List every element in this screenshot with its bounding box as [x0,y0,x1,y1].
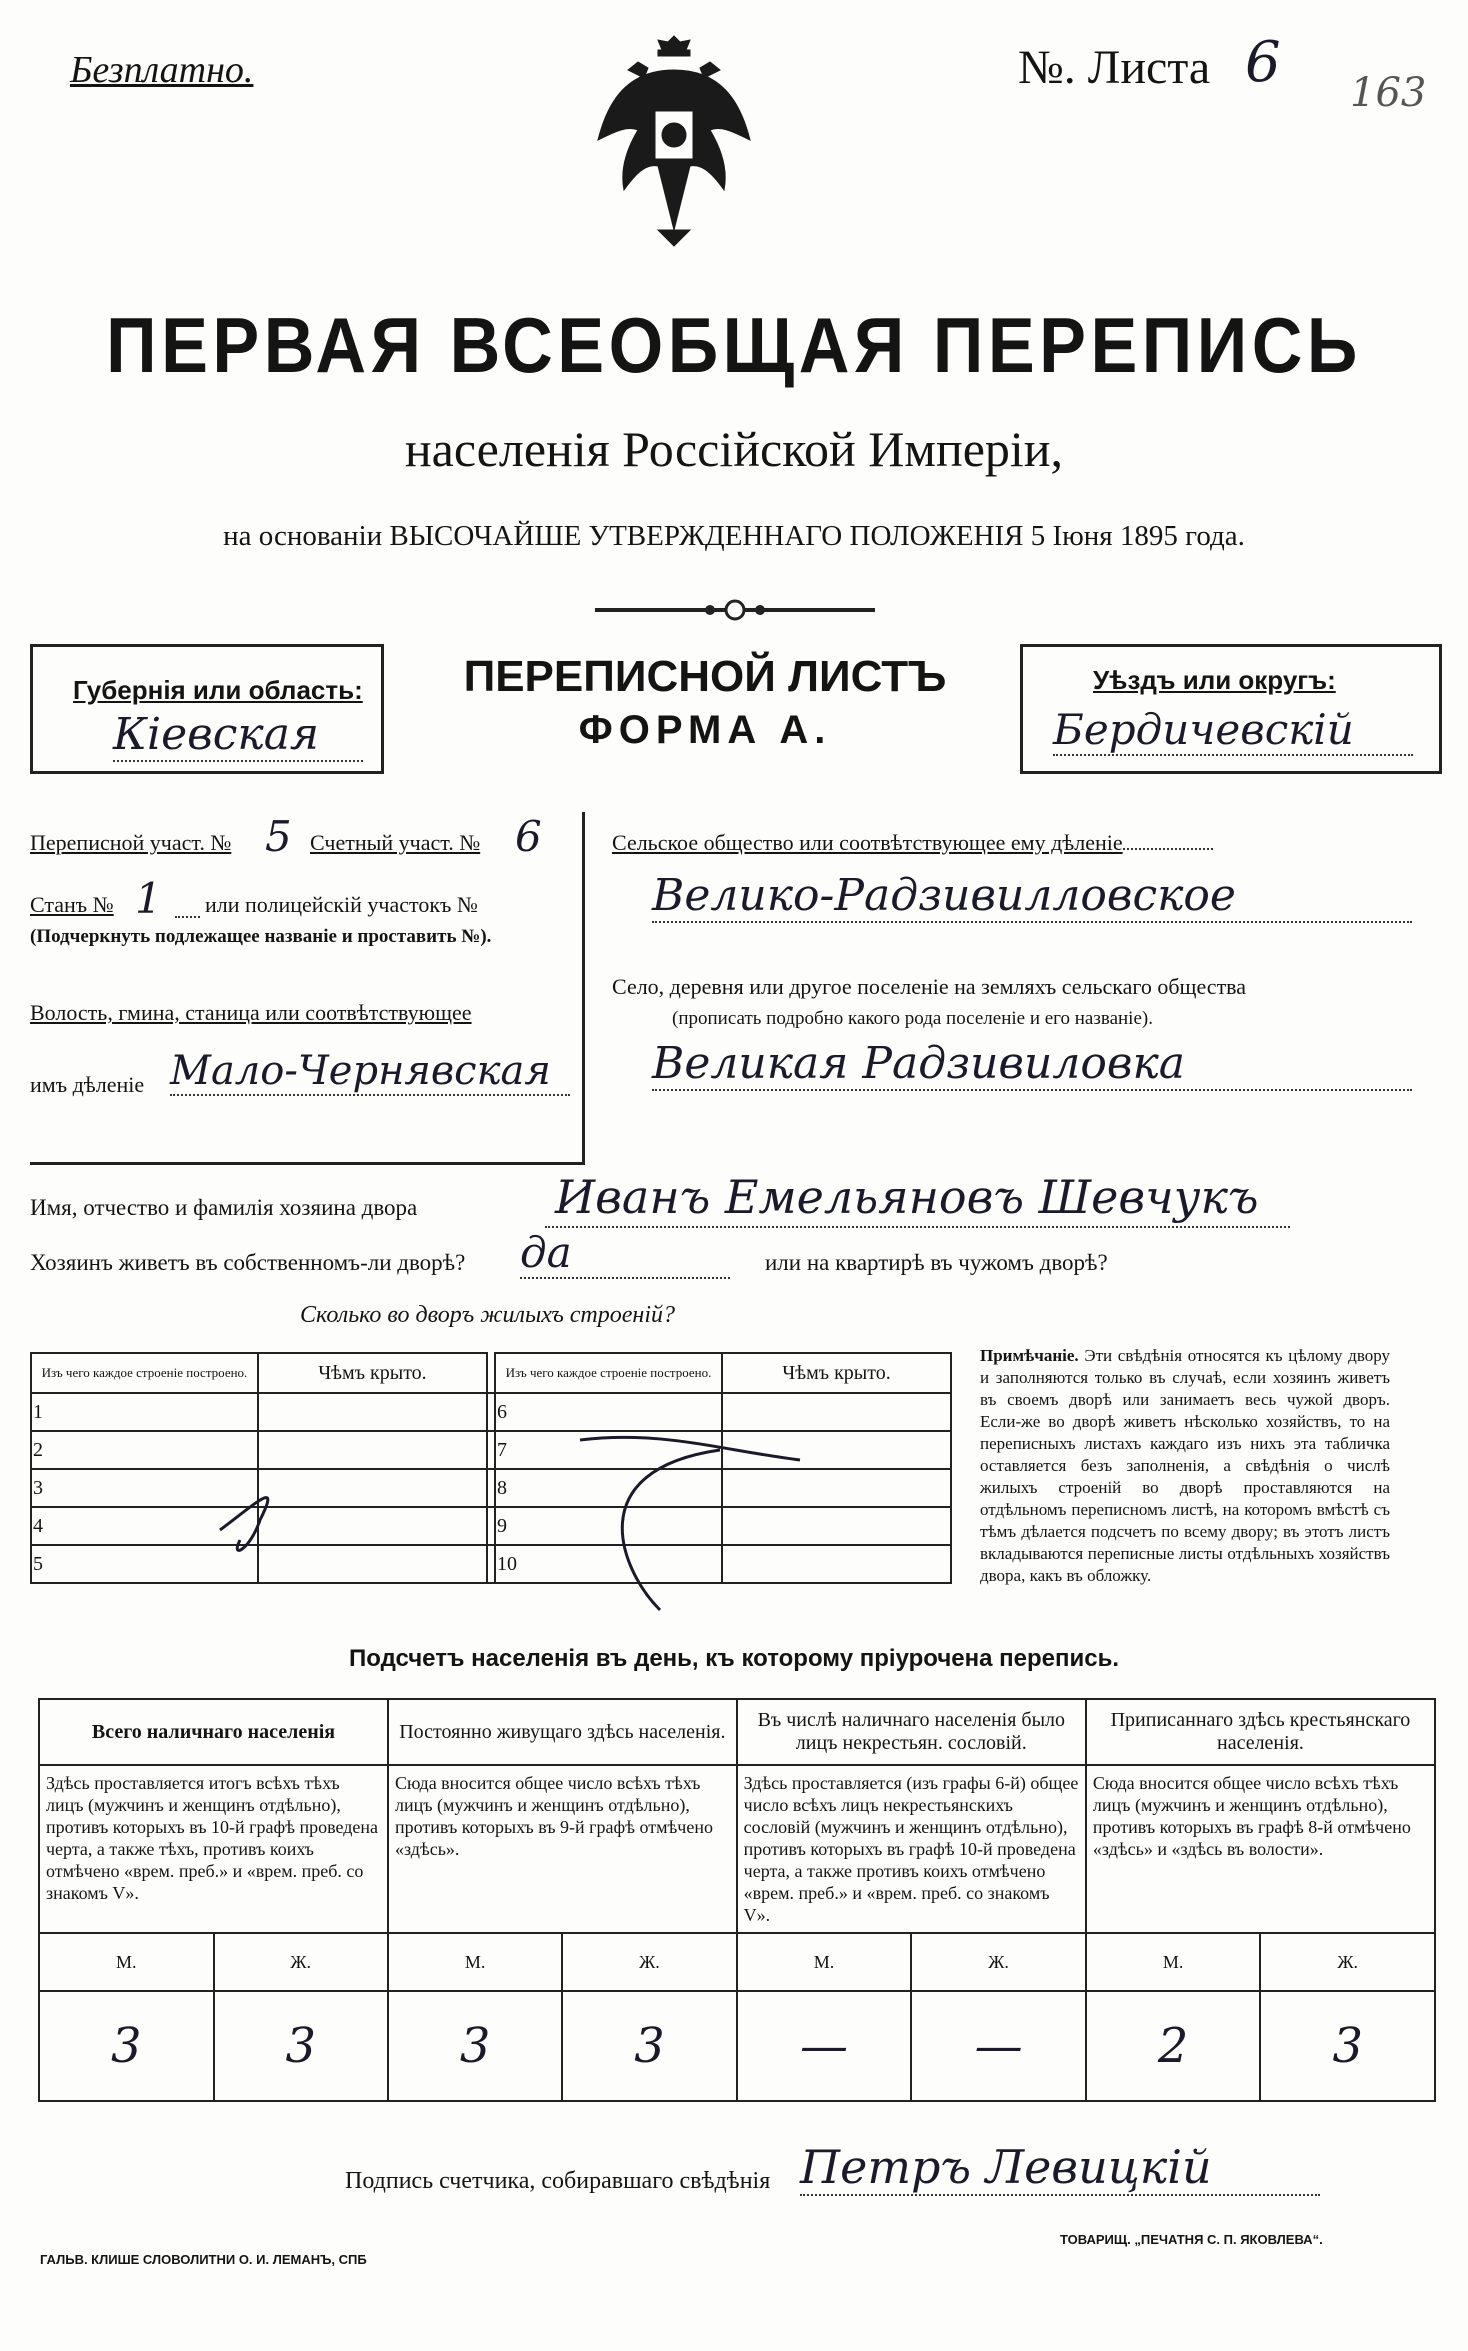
signature-value: Петръ Левицкій [800,2140,1320,2196]
district-value: Бердичевскій [1053,705,1413,756]
note-text: Эти свѣдѣнія относятся къ цѣлому двору и заполняются только въ случаѣ, если хозяинъ живетъ въ своемъ дворѣ или занимаетъ весь чужой дворъ. Если-же во дворѣ живетъ нѣсколько хозяйствъ, то на переписныхъ листахъ каждаго изъ нихъ эта табличка оставляется безъ заполненія, а свѣдѣнія о числѣ жилыхъ строеній во дворѣ проставляются на отдѣльномъ переписномъ листѣ, на которомъ вмѣстѣ съ тѣмъ дѣлается подсчетъ по всему двору; въ этотъ листъ вкладываются переписные листы отдѣльныхъ хозяйствъ двора, какъ въ обложку. [980,1346,1391,1585]
settlement-fields-block [612,812,1442,1162]
count-head-permanent: Постоянно живущаго здѣсь населенія. [388,1699,737,1765]
count-head-non-peasant: Въ числѣ наличнаго населенія было лицъ некрестьян. сословій. [737,1699,1086,1765]
count-non-peasant-men: — [737,1991,912,2101]
society-label-text: Сельское общество или соотвѣтствующее ему дѣленіе [612,830,1123,855]
village-label: Село, деревня или другое поселеніе на земляхъ сельскаго общества [612,974,1247,999]
buildings-divider [487,1353,495,1393]
province-box [30,644,384,774]
count-total-women: 3 [214,1991,389,2101]
volost-value: Мало-Чернявская [170,1048,570,1096]
province-value: Кіевская [113,709,363,762]
note-block [980,1345,1390,1587]
count-head-registered: Приписаннаго здѣсь крестьянскаго населенія. [1086,1699,1435,1765]
buildings-row-number: 10 [495,1545,722,1583]
stan-dots [175,892,200,918]
count-table [38,1698,1436,2102]
count-head-total: Всего наличнаго населенія [39,1699,388,1765]
own-yard-label: Хозяинъ живетъ въ собственномъ-ли дворѣ? [30,1250,466,1275]
count-area-label: Счетный участ. № [310,830,481,855]
buildings-col-material: Изъ чего каждое строеніе построено. [31,1353,258,1393]
form-title: ПЕРЕПИСНОЙ ЛИСТЪ [463,652,947,701]
count-permanent-men: 3 [388,1991,562,2101]
owner-name-label: Имя, отчество и фамилія хозяина двора [30,1195,418,1220]
stan-label: Станъ № [30,892,114,917]
rented-label: или на квартирѣ въ чужомъ дворѣ? [765,1250,1108,1275]
sheet-number-label: №. Листа [1018,41,1211,94]
note-heading: Примѣчаніе. [980,1346,1079,1365]
owner-name-value: Иванъ Емельяновъ Шевчукъ [555,1170,1259,1224]
buildings-row-number: 4 [31,1507,258,1545]
count-m-label: М. [388,1933,562,1991]
free-label: Безплатно. [70,49,254,91]
signature-label: Подпись счетчика, собиравшаго свѣдѣнія [345,2168,771,2194]
count-f-label: Ж. [214,1933,389,1991]
count-desc-total: Здѣсь проставляется итогъ всѣхъ тѣхъ лицъ (мужчинъ и женщинъ отдѣльно), противъ которыхъ въ 10-й графѣ проведена черта, а также тѣхъ, противъ коихъ отмѣчено «врем. преб.» и «врем. преб. со знакомъ V». [39,1765,388,1933]
count-m-label: М. [737,1933,912,1991]
count-f-label: Ж. [1260,1933,1435,1991]
society-value: Велико-Радзивилловское [652,870,1412,923]
subtitle: населенія Россійской Имперіи, [404,421,1064,477]
buildings-row-number: 3 [31,1469,258,1507]
main-title: ПЕРВАЯ ВСЕОБЩАЯ ПЕРЕПИСЬ [106,301,1362,389]
sheet-number-value: 6 [1245,30,1281,95]
count-non-peasant-women: — [911,1991,1086,2101]
census-area-value: 5 [265,812,292,861]
count-total-men: 3 [39,1991,214,2101]
coat-of-arms-icon [588,30,760,250]
own-yard-value: да [520,1228,730,1279]
census-area-label: Переписной участ. № [30,830,232,855]
stan-value: 1 [135,874,162,923]
district-label: Уѣздъ или округъ: [1093,665,1336,695]
empty-table-scribble-icon [200,1420,820,1620]
buildings-col-roof-2: Чѣмъ крыто. [722,1353,951,1393]
ornament-divider-icon [590,598,880,622]
count-desc-permanent: Сюда вносится общее число всѣхъ тѣхъ лицъ (мужчинъ и женщинъ отдѣльно), противъ которыхъ въ 9-й графѣ отмѣчено «здѣсь». [388,1765,737,1933]
village-note: (прописать подробно какого рода поселеніе и его названіе). [672,1008,1153,1029]
count-desc-registered: Сюда вносится общее число всѣхъ тѣхъ лицъ (мужчинъ и женщинъ отдѣльно), противъ которыхъ въ графѣ 8-й отмѣчено «здѣсь» и «здѣсь въ волости». [1086,1765,1435,1933]
footer-left: ГАЛЬВ. КЛИШЕ СЛОВОЛИТНИ О. И. ЛЕМАНЪ, СПБ [40,2252,367,2267]
district-box [1020,644,1442,774]
count-permanent-women: 3 [562,1991,736,2101]
volost-label-2: имъ дѣленіе [30,1072,145,1097]
buildings-col-roof: Чѣмъ крыто. [258,1353,487,1393]
count-m-label: М. [1086,1933,1261,1991]
buildings-row-number: 8 [495,1469,722,1507]
volost-label-text: Волость, гмина, станица или соотвѣтствующее [30,1000,472,1025]
admin-fields-block [30,812,585,1165]
buildings-row-number: 1 [31,1393,258,1431]
society-label [612,830,1213,856]
buildings-row-number: 6 [495,1393,722,1431]
buildings-row-number: 5 [31,1545,258,1583]
count-registered-men: 2 [1086,1991,1261,2101]
police-label: или полицейскій участокъ № [205,892,478,917]
count-desc-non-peasant: Здѣсь проставляется (изъ графы 6-й) общее число всѣхъ лицъ некрестьянскихъ сословій (мужчинъ и женщинъ отдѣльно), противъ которыхъ въ графѣ 10-й проведена черта, а также противъ коихъ отмѣчено «врем. преб.» и «врем. преб. со знакомъ V». [737,1765,1086,1933]
footer-right: ТОВАРИЩ. „ПЕЧАТНЯ С. П. ЯКОВЛЕВА“. [1060,2232,1323,2247]
buildings-row-number: 2 [31,1431,258,1469]
corner-mark: 163 [1350,70,1427,116]
police-note: (Подчеркнуть подлежащее названіе и проставить №). [30,926,492,947]
village-value: Великая Радзивиловка [652,1038,1412,1091]
buildings-row-number: 7 [495,1431,722,1469]
legal-basis: на основаніи ВЫСОЧАЙШЕ УТВЕРЖДЕННАГО ПОЛОЖЕНІЯ 5 Іюня 1895 года. [223,520,1245,552]
count-title: Подсчетъ населенія въ день, къ которому пріурочена перепись. [349,1645,1119,1672]
society-dots [1123,848,1213,850]
buildings-row-number: 9 [495,1507,722,1545]
count-registered-women: 3 [1260,1991,1435,2101]
province-label: Губернія или область: [73,675,363,705]
count-f-label: Ж. [562,1933,736,1991]
form-name: ФОРМА А. [578,708,832,752]
count-m-label: М. [39,1933,214,1991]
count-f-label: Ж. [911,1933,1086,1991]
buildings-col-material-2: Изъ чего каждое строеніе построено. [495,1353,722,1393]
count-area-value: 6 [515,812,542,861]
buildings-label: Сколько во дворъ жилыхъ строеній? [300,1302,675,1328]
volost-label [30,1000,472,1026]
